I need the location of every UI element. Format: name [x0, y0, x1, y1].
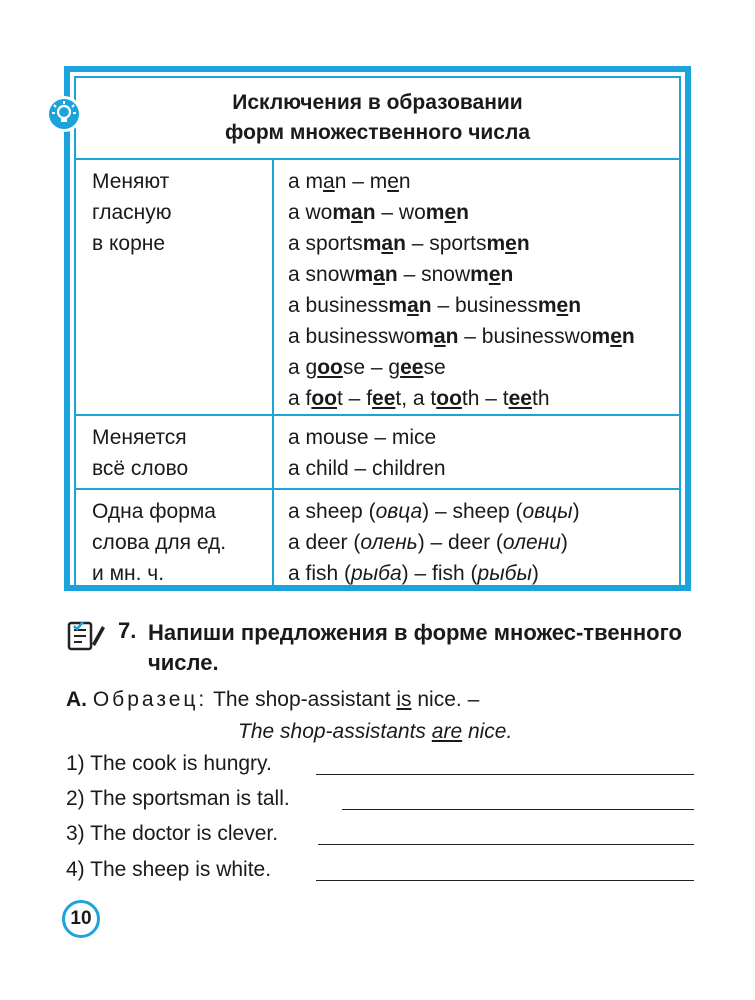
- example-segment: овца: [375, 500, 423, 523]
- example-segment: m: [388, 294, 408, 317]
- row-2-examples: [273, 415, 680, 489]
- example-segment: n: [362, 201, 376, 224]
- answer-line-4[interactable]: [316, 880, 694, 881]
- example-segment: a snow: [288, 263, 355, 286]
- row-3-examples: [273, 489, 680, 590]
- answer-line-1[interactable]: [316, 774, 694, 775]
- answer-line-3[interactable]: [318, 844, 694, 845]
- example-line: [288, 290, 679, 321]
- category-line: в корне: [92, 232, 166, 255]
- example-segment: ): [560, 531, 568, 554]
- example-segment: m: [425, 201, 445, 224]
- example-segment: e: [556, 294, 569, 317]
- sample-answer: [238, 716, 512, 748]
- example-segment: ): [572, 500, 580, 523]
- answer-line-2[interactable]: [342, 809, 694, 810]
- example-segment: n: [456, 201, 469, 224]
- example-segment: – snow: [397, 263, 471, 286]
- example-segment: a mouse – mice: [288, 426, 437, 449]
- row-3-category: [75, 489, 273, 590]
- example-segment: th – t: [461, 387, 509, 410]
- example-segment: n: [398, 170, 411, 193]
- example-segment: ee: [508, 387, 532, 410]
- example-segment: e: [488, 263, 501, 286]
- example-segment: e: [387, 170, 399, 193]
- example-segment: – business: [431, 294, 538, 317]
- exercise-2: 2) The sportsman is tall.: [66, 787, 290, 810]
- category-line: слова для ед.: [92, 531, 227, 554]
- category-line: Меняют: [92, 170, 170, 193]
- example-segment: m: [470, 263, 489, 286]
- example-segment: a: [407, 294, 419, 317]
- sample-sentence-b: nice. –: [411, 688, 480, 711]
- category-line: Меняется: [92, 426, 187, 449]
- example-segment: t, a t: [395, 387, 437, 410]
- example-line: [288, 228, 679, 259]
- example-segment: m: [332, 201, 352, 224]
- example-segment: a fish (: [288, 562, 352, 585]
- example-segment: oo: [317, 356, 343, 379]
- sample-block: [66, 684, 706, 743]
- example-segment: a sheep (: [288, 500, 376, 523]
- example-segment: a wo: [288, 201, 333, 224]
- rules-table: [74, 76, 681, 591]
- example-segment: e: [444, 201, 457, 224]
- example-line: [288, 321, 679, 352]
- example-segment: ) – deer (: [417, 531, 503, 554]
- sample-answer-a: The shop-assistants: [238, 720, 432, 743]
- example-segment: n: [418, 294, 432, 317]
- example-segment: a business: [288, 294, 389, 317]
- category-line: всё слово: [92, 457, 189, 480]
- example-segment: n: [445, 325, 459, 348]
- example-segment: m: [486, 232, 506, 255]
- example-segment: a child – children: [288, 457, 446, 480]
- example-segment: se – g: [342, 356, 401, 379]
- page-number: 10: [62, 900, 100, 938]
- task-number: 7.: [118, 618, 137, 643]
- example-segment: m: [591, 325, 611, 348]
- example-segment: a m: [288, 170, 324, 193]
- sample-verb-are: are: [431, 720, 463, 743]
- example-segment: n: [568, 294, 582, 317]
- rules-title-line1: Исключения в образовании: [232, 91, 523, 114]
- sample-answer-b: nice.: [462, 720, 513, 743]
- example-segment: – wo: [375, 201, 426, 224]
- example-segment: a g: [288, 356, 318, 379]
- example-segment: a: [351, 201, 363, 224]
- example-segment: ) – fish (: [401, 562, 478, 585]
- example-segment: se: [423, 356, 446, 379]
- row-1-examples: [273, 159, 680, 415]
- example-segment: ee: [400, 356, 424, 379]
- category-line: гласную: [92, 201, 172, 224]
- example-segment: m: [415, 325, 434, 348]
- example-segment: m: [362, 232, 382, 255]
- example-segment: m: [354, 263, 374, 286]
- example-segment: ): [531, 562, 539, 585]
- rules-title-line2: форм множественного числа: [224, 121, 531, 144]
- example-line: [288, 259, 679, 290]
- example-segment: oo: [311, 387, 338, 410]
- exercise-3: 3) The doctor is clever.: [66, 822, 279, 845]
- example-segment: n: [516, 232, 530, 255]
- example-segment: e: [505, 232, 517, 255]
- example-segment: a: [323, 170, 335, 193]
- example-line: [288, 197, 679, 228]
- sample-sentence-a: The shop-assistant: [213, 688, 397, 711]
- row-1-category: [75, 159, 273, 415]
- example-segment: oo: [436, 387, 462, 410]
- example-segment: n: [393, 232, 406, 255]
- example-segment: олени: [502, 531, 561, 554]
- example-segment: овцы: [522, 500, 573, 523]
- example-segment: n: [384, 263, 398, 286]
- example-line: [288, 558, 679, 589]
- example-line: [288, 422, 679, 453]
- write-task-icon: [66, 618, 106, 654]
- example-segment: n: [621, 325, 635, 348]
- example-segment: олень: [360, 531, 418, 554]
- example-segment: рыба: [351, 562, 402, 585]
- example-line: [288, 383, 679, 414]
- example-line: [288, 352, 679, 383]
- example-segment: ee: [372, 387, 396, 410]
- example-segment: рыбы: [477, 562, 532, 585]
- example-segment: a: [381, 232, 394, 255]
- example-segment: a: [433, 325, 446, 348]
- example-segment: t – f: [337, 387, 373, 410]
- example-line: [288, 166, 679, 197]
- task-instruction: Напиши предложения в форме множес-твенного числе.: [148, 620, 682, 675]
- example-segment: n: [500, 263, 514, 286]
- category-line: Одна форма: [92, 500, 216, 523]
- lightbulb-icon: [46, 96, 82, 132]
- exercise-1: 1) The cook is hungry.: [66, 752, 272, 775]
- example-segment: a businesswo: [288, 325, 416, 348]
- example-segment: a deer (: [288, 531, 361, 554]
- sample-verb-is: is: [396, 688, 412, 711]
- example-segment: – businesswo: [458, 325, 592, 348]
- example-line: [288, 527, 679, 558]
- example-segment: e: [610, 325, 622, 348]
- category-line: и мн. ч.: [92, 562, 165, 585]
- example-line: [288, 496, 679, 527]
- example-segment: a f: [288, 387, 312, 410]
- example-segment: m: [537, 294, 557, 317]
- exercise-4: 4) The sheep is white.: [66, 858, 272, 881]
- sample-word: Образец:: [92, 688, 208, 711]
- example-segment: ) – sheep (: [422, 500, 523, 523]
- rules-title: [75, 77, 680, 159]
- example-segment: n – m: [334, 170, 388, 193]
- row-2-category: [75, 415, 273, 489]
- example-segment: a: [373, 263, 385, 286]
- example-line: [288, 453, 679, 484]
- example-segment: – sports: [405, 232, 487, 255]
- example-segment: a sports: [288, 232, 363, 255]
- sample-label: А.: [66, 688, 87, 711]
- example-segment: th: [531, 387, 550, 410]
